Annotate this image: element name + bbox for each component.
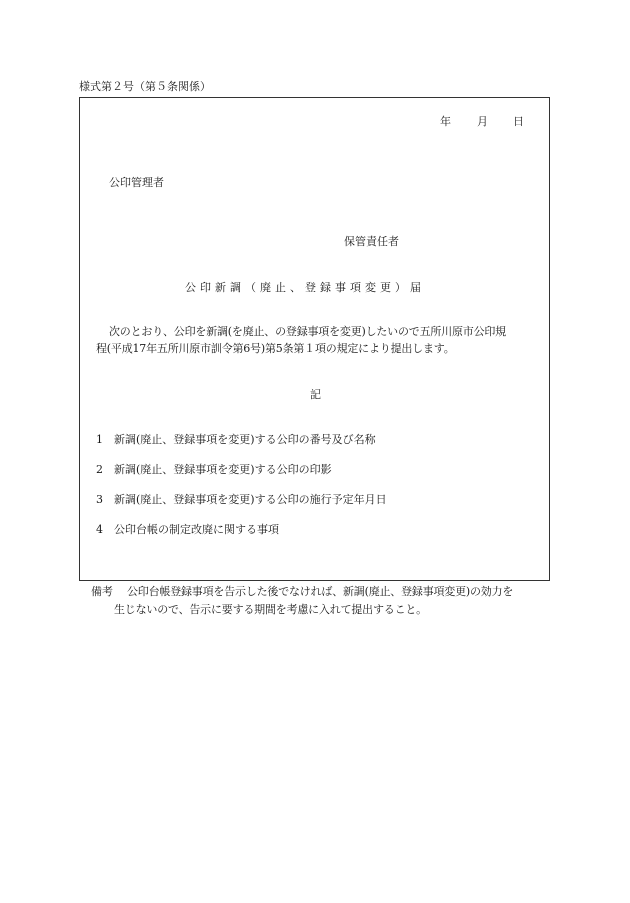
- form-frame: [79, 97, 550, 581]
- ki-heading: 記: [310, 388, 321, 401]
- item-text: 新調(廃止、登録事項を変更)する公印の印影: [114, 463, 332, 476]
- applicant-label: 保管責任者: [344, 235, 399, 248]
- item-number: 1: [96, 433, 103, 446]
- item-number: 4: [96, 523, 103, 536]
- document-title: 公印新調（廃止、登録事項変更）届: [185, 281, 425, 294]
- item-text: 新調(廃止、登録事項を変更)する公印の番号及び名称: [114, 433, 376, 446]
- date-day-label: 日: [513, 115, 524, 128]
- date-month-label: 月: [477, 115, 488, 128]
- note-label: 備考: [91, 585, 113, 598]
- note-line-1: 公印台帳登録事項を告示した後でなければ、新調(廃止、登録事項変更)の効力を: [127, 585, 514, 598]
- item-number: 3: [96, 493, 103, 506]
- item-number: 2: [96, 463, 103, 476]
- body-text-line-1: 次のとおり、公印を新調(を廃止、の登録事項を変更)したいので五所川原市公印規: [109, 325, 506, 338]
- item-text: 公印台帳の制定改廃に関する事項: [114, 523, 279, 536]
- body-text-line-2: 程(平成17年五所川原市訓令第6号)第5条第１項の規定により提出します。: [96, 342, 455, 355]
- note-line-2: 生じないので、告示に要する期間を考慮に入れて提出すること。: [114, 603, 427, 616]
- addressee: 公印管理者: [109, 176, 164, 189]
- date-year-label: 年: [440, 115, 451, 128]
- form-number-label: 様式第２号（第５条関係）: [79, 80, 211, 93]
- item-text: 新調(廃止、登録事項を変更)する公印の施行予定年月日: [114, 493, 387, 506]
